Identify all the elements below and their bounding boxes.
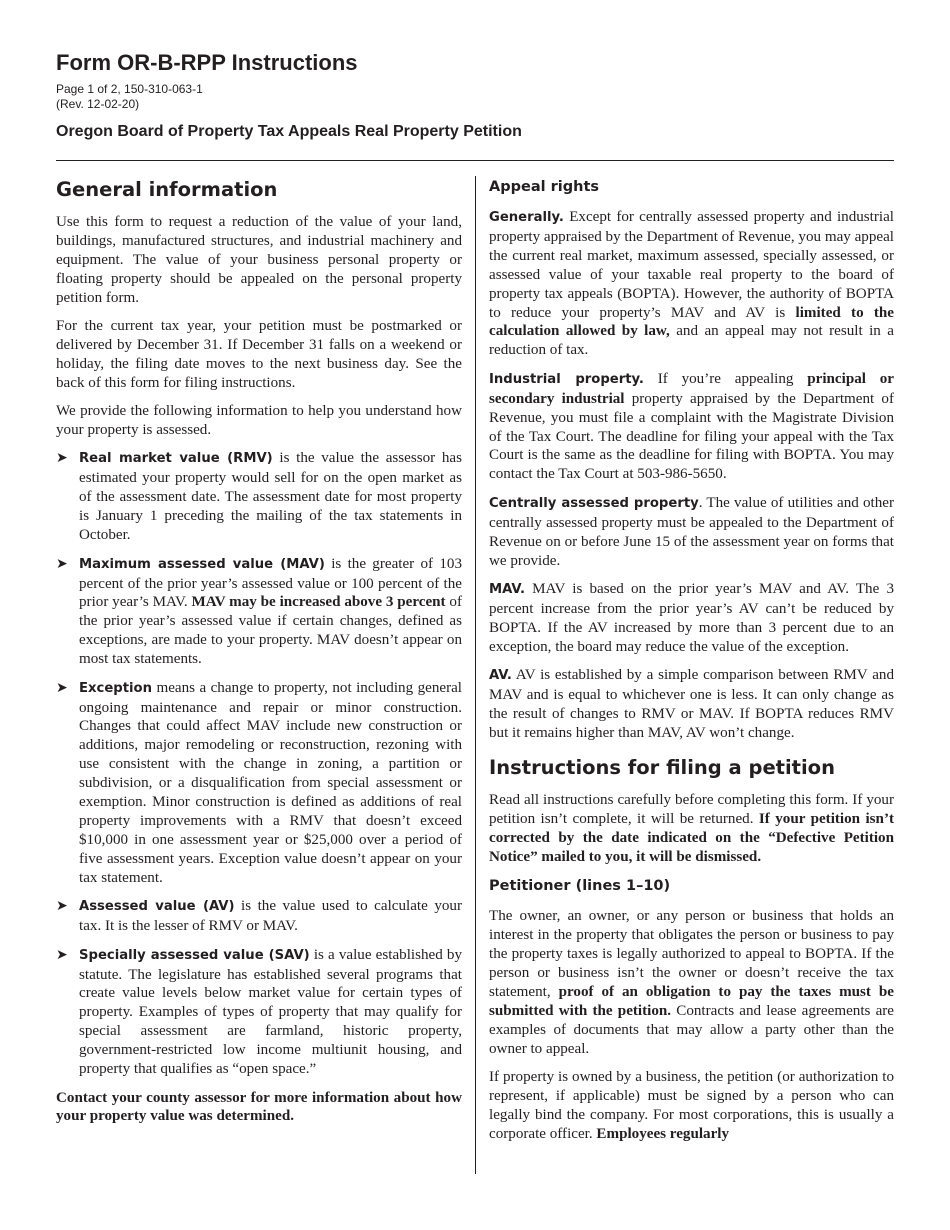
general-information-heading: General information — [56, 178, 278, 201]
value-definitions-list — [56, 449, 462, 1078]
mav-term: Maximum assessed value (MAV) — [79, 556, 325, 572]
petitioner-bold: proof of an obligation to pay the taxes must be submitted with the petition. — [489, 983, 895, 1019]
av-term: Assessed value (AV) — [79, 899, 235, 915]
mav-paragraph — [489, 580, 894, 657]
form-meta — [56, 82, 203, 112]
page-info: Page 1 of 2, 150-310-063-1 — [56, 82, 203, 96]
left-column — [56, 177, 462, 1136]
list-item-exception — [56, 679, 462, 888]
instructions-bold: If your petition isn’t corrected by the date indicated on the “Defective Petition Notice” mailed to you, it will be dismissed. — [489, 810, 895, 865]
petitioner-paragraph — [489, 907, 894, 1058]
arrow-bullet-icon: ➤ — [56, 898, 68, 915]
sav-term: Specially assessed value (SAV) — [79, 947, 310, 963]
mav-text-2: of the prior year’s assessed value if certain changes, defined as exceptions, are made to your property. MAV doesn’t appear on most tax statements. — [79, 594, 462, 668]
generally-text-1: Except for centrally assessed property and industrial property appraised by the Department of Revenue, you may appeal the current real market, maximum assessed, specially assessed, or assessed value of your taxable real property to the board of property tax appeals (BOPTA). However, the authority of BOPTA to reduce your property’s MAV and AV is — [489, 209, 894, 321]
petitioner-text-2: Contracts and lease agreements are examples of documents that may allow a party other than the owner to appeal. — [489, 1002, 895, 1057]
column-divider — [475, 176, 476, 1174]
central-text: . The value of utilities and other centrally assessed property must be appealed to the Department of Revenue on or before June 15 of the assessment year on forms that we provide. — [489, 494, 894, 569]
industrial-bold: principal or secondary industrial — [489, 370, 895, 407]
arrow-bullet-icon: ➤ — [56, 946, 68, 963]
form-subtitle: Oregon Board of Property Tax Appeals Real Property Petition — [56, 123, 522, 140]
petitioner-text-1: The owner, an owner, or any person or business that holds an interest in the property that obligates the person or business to pay the property taxes is legally authorized to appeal to BOPTA. If the person or business isn’t the owner or doesn’t receive the tax statement, — [489, 908, 894, 1000]
rmv-term: Real market value (RMV) — [79, 451, 273, 467]
rmv-text: is the value the assessor has estimated your property would sell for on the open market as of the assessment date. The assessment date for most property is January 1 preceding the mailing of the tax statements in October. — [79, 450, 462, 544]
av-right-term: AV. — [489, 668, 512, 684]
header-divider — [56, 160, 894, 161]
arrow-bullet-icon: ➤ — [56, 555, 68, 572]
arrow-bullet-icon: ➤ — [56, 679, 68, 696]
industrial-text-2: property appraised by the Department of Revenue, you must file a complaint with the Magistrate Division of the Tax Court. The deadline for filing your appeal with the Tax Court is the same as the deadline for filing with BOPTA. You may contact the Tax Court at 503-986-5650. — [489, 390, 894, 483]
generally-paragraph — [489, 208, 894, 360]
instructions-text: Read all instructions carefully before completing this form. If your petition isn’t complete, it will be returned. — [489, 791, 894, 827]
petitioner-heading: Petitioner (lines 1–10) — [489, 878, 671, 895]
business-text: If property is owned by a business, the petition (or authorization to represent, if applicable) must be signed by a person who can legally bind the company. For most corporations, this is usually a corporate officer. — [489, 1069, 894, 1142]
general-info-paragraph-3: We provide the following information to help you understand how your property is assessed. — [56, 403, 462, 439]
generally-text-2: and an appeal may not result in a reduction of tax. — [489, 323, 894, 359]
av-paragraph — [489, 666, 894, 743]
mav-bold: MAV may be increased above 3 percent — [191, 594, 446, 611]
filing-instructions-paragraph — [489, 791, 894, 867]
mav-text-1: is the greater of 103 percent of the prior year’s assessed value or 100 percent of the prior year’s MAV. — [79, 555, 462, 611]
sav-text: is a value established by statute. The legislature has established several programs that create value levels below market value for certain types of property. Examples of types of property that may qualify for special assessment are farmland, historic property, government-restricted low income multiunit housing, and property that qualifies as “open space.” — [79, 946, 462, 1078]
exception-term: Exception — [79, 680, 152, 696]
list-item-sav — [56, 946, 462, 1079]
general-info-paragraph-2: For the current tax year, your petition must be postmarked or delivered by December 31. If December 31 falls on a weekend or holiday, the filing date moves to the next business day. See the back of this form for filing instructions. — [56, 318, 462, 391]
arrow-bullet-icon: ➤ — [56, 450, 68, 467]
exception-text: means a change to property, not including general ongoing maintenance and repair or minor construction. Changes that could affect MAV include new construction or additions, major remodeling or reconstruction, rezoning with use consistent with the change in zoning, a partition or subdivision, or a disqualification from special assessment or exemption. Minor construction is defined as additions of real property improvements with a RMV that doesn’t exceed $10,000 in one assessment year or $25,000 over a period of five assessment years. Exception value doesn’t appear on your tax statement. — [79, 679, 462, 886]
industrial-term: Industrial property. — [489, 371, 644, 387]
revision-date: (Rev. 12-02-20) — [56, 97, 140, 111]
list-item-av — [56, 897, 462, 936]
av-right-text: AV is established by a simple comparison between RMV and MAV and is equal to whichever one is less. It can only change as the result of changes to RMV or MAV. If BOPTA reduces RMV but it remains higher than MAV, AV won’t change. — [489, 667, 894, 742]
mav-right-text: MAV is based on the prior year’s MAV and AV. The 3 percent increase from the prior year’s AV can’t be reduced by BOPTA. If the AV increased by more than 3 percent due to an exception, the board may reduce the value of the exception. — [489, 581, 894, 655]
general-info-paragraph-1: Use this form to request a reduction of the value of your land, buildings, manufactured structures, and industrial machinery and equipment. The value of your business personal property or floating property should be appealed on the personal property petition form. — [56, 214, 462, 306]
filing-instructions-heading: Instructions for filing a petition — [489, 755, 835, 779]
industrial-property-paragraph — [489, 370, 894, 484]
industrial-text-1: If you’re appealing — [643, 370, 808, 387]
right-column — [489, 177, 894, 1153]
av-text: is the value used to calculate your tax. It is the lesser of RMV or MAV. — [79, 898, 462, 935]
form-title: Form OR-B-RPP Instructions — [56, 50, 358, 75]
generally-bold: limited to the calculation allowed by law, — [489, 304, 895, 340]
central-term: Centrally assessed property — [489, 495, 699, 511]
mav-right-term: MAV. — [489, 582, 525, 598]
centrally-assessed-paragraph — [489, 494, 894, 571]
contact-assessor-note: Contact your county assessor for more information about how your property value was determined. — [56, 1089, 462, 1125]
list-item-mav — [56, 555, 462, 669]
business-owner-paragraph — [489, 1068, 894, 1144]
appeal-rights-heading: Appeal rights — [489, 179, 600, 195]
list-item-rmv — [56, 449, 462, 545]
business-bold: Employees regularly — [596, 1125, 730, 1142]
generally-term: Generally. — [489, 210, 564, 225]
